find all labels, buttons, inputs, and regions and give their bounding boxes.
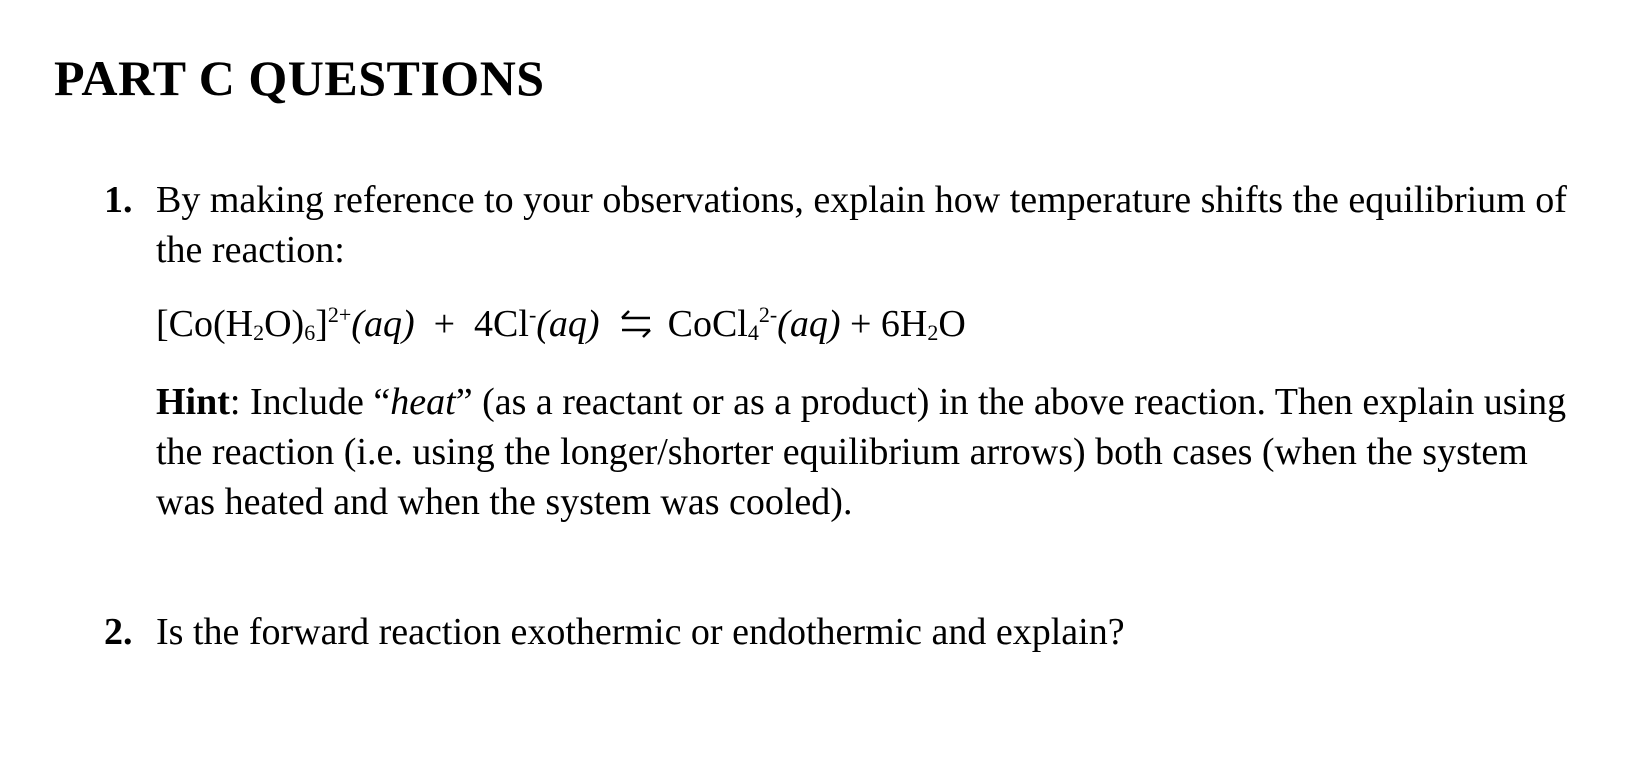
plus-sign: + [849,303,872,345]
question-body [156,175,1596,527]
question-text: By making reference to your observations, explain how temperature shifts the equilibrium of the reaction: [156,179,1567,271]
hint-paragraph: Hint: Include “heat” (as a reactant or as a product) in the above reaction. Then explain using the reaction (i.e. using the longer/shorter equilibrium arrows) both cases (when the system was heated and when the system was cooled). [156,381,1567,523]
reactant-chloride: 4Cl-(aq) [474,302,600,345]
page-title: PART C QUESTIONS [54,50,545,106]
hint-label: Hint [156,381,230,423]
question-2 [104,607,1596,657]
reactant-hexaaquacobalt: $[Co(H_2O)_6]^{2+}(aq)$ [156,302,415,345]
question-1 [104,175,1596,527]
question-number: 1. [104,179,133,221]
hint-emphasis: heat [390,381,456,423]
equilibrium-arrows-icon [614,309,658,339]
question-text: Is the forward reaction exothermic or endothermic and explain? [156,611,1125,653]
product-water: $6H_2O$ [880,303,966,345]
question-number: 2. [104,611,133,653]
question-body [156,607,1596,657]
chemical-equation [156,299,1596,349]
plus-sign: + [433,303,456,345]
product-tetrachlorocobaltate: CoCl$_4^{2-}$(aq) [667,302,841,345]
